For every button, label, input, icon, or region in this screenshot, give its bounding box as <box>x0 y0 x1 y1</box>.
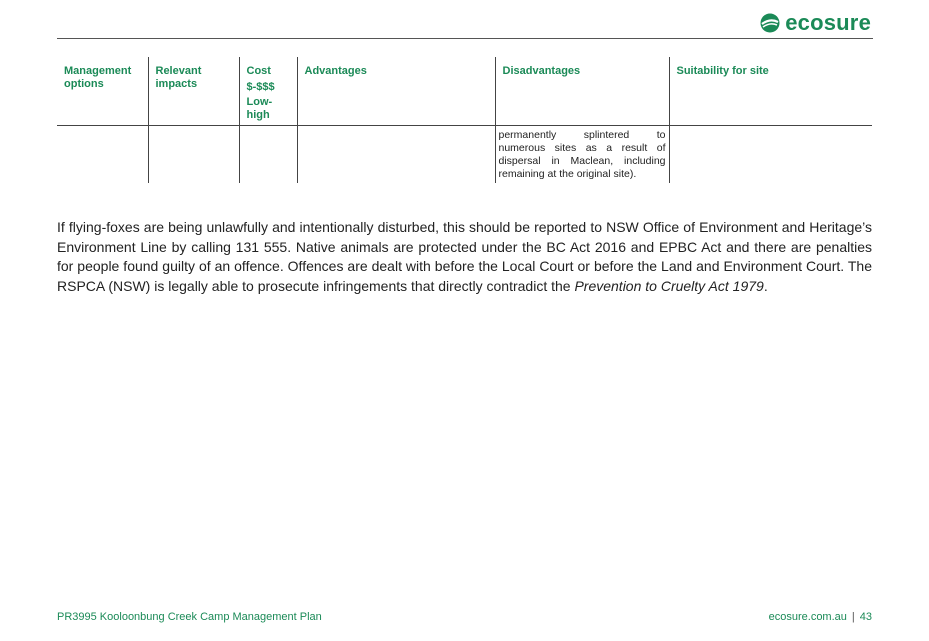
cell-advantages <box>297 126 495 184</box>
act-title: Prevention to Cruelty Act 1979 <box>574 277 764 294</box>
header-management-options: Management options <box>57 57 148 126</box>
header-cost <box>239 57 297 126</box>
footer-page-number: 43 <box>859 611 872 623</box>
table-row <box>57 126 872 184</box>
footer-document-title: PR3995 Kooloonbung Creek Camp Management Plan <box>57 611 322 623</box>
footer-separator: | <box>851 611 855 623</box>
header-disadvantages: Disadvantages <box>495 57 669 126</box>
footer-website: ecosure.com.au <box>768 611 847 623</box>
ecosure-logo <box>760 10 871 36</box>
body-paragraph-end: . <box>763 277 768 294</box>
cell-impacts <box>148 126 239 184</box>
header-cost-scale: $-$$$ <box>246 80 275 93</box>
header-cost-range: Low-high <box>246 96 273 121</box>
body-paragraph <box>57 218 872 296</box>
header-cost-label: Cost <box>246 65 271 77</box>
header-suitability: Suitability for site <box>669 57 872 126</box>
table-header-row <box>57 57 872 126</box>
footer-page-info <box>769 611 872 623</box>
header-advantages: Advantages <box>297 57 495 126</box>
cell-disadvantages: permanently splintered to numerous sites as a result of dispersal in Maclean, including remaining at the original site). <box>495 126 669 184</box>
logo-text: ecosure <box>785 10 871 35</box>
management-options-table <box>57 57 872 183</box>
ecosure-leaf-icon <box>760 13 780 33</box>
cell-suitability <box>669 126 872 184</box>
body-paragraph-text: If flying-foxes are being unlawfully and intentionally disturbed, this should be reported to NSW Office of Environment and Heritage’s Environment Line by calling 131 555. Native animals are protected under the BC Act 2016 and EPBC Act and there are penalties for people found guilty of an offence. Offences are dealt with before the Local Court or before the Land and Environment Court. The RSPCA (NSW) is legally able to prosecute infringements that directly contradict the <box>57 219 872 294</box>
cell-cost <box>239 126 297 184</box>
header-rule <box>57 38 873 39</box>
header-relevant-impacts: Relevant impacts <box>148 57 239 126</box>
cell-management <box>57 126 148 184</box>
